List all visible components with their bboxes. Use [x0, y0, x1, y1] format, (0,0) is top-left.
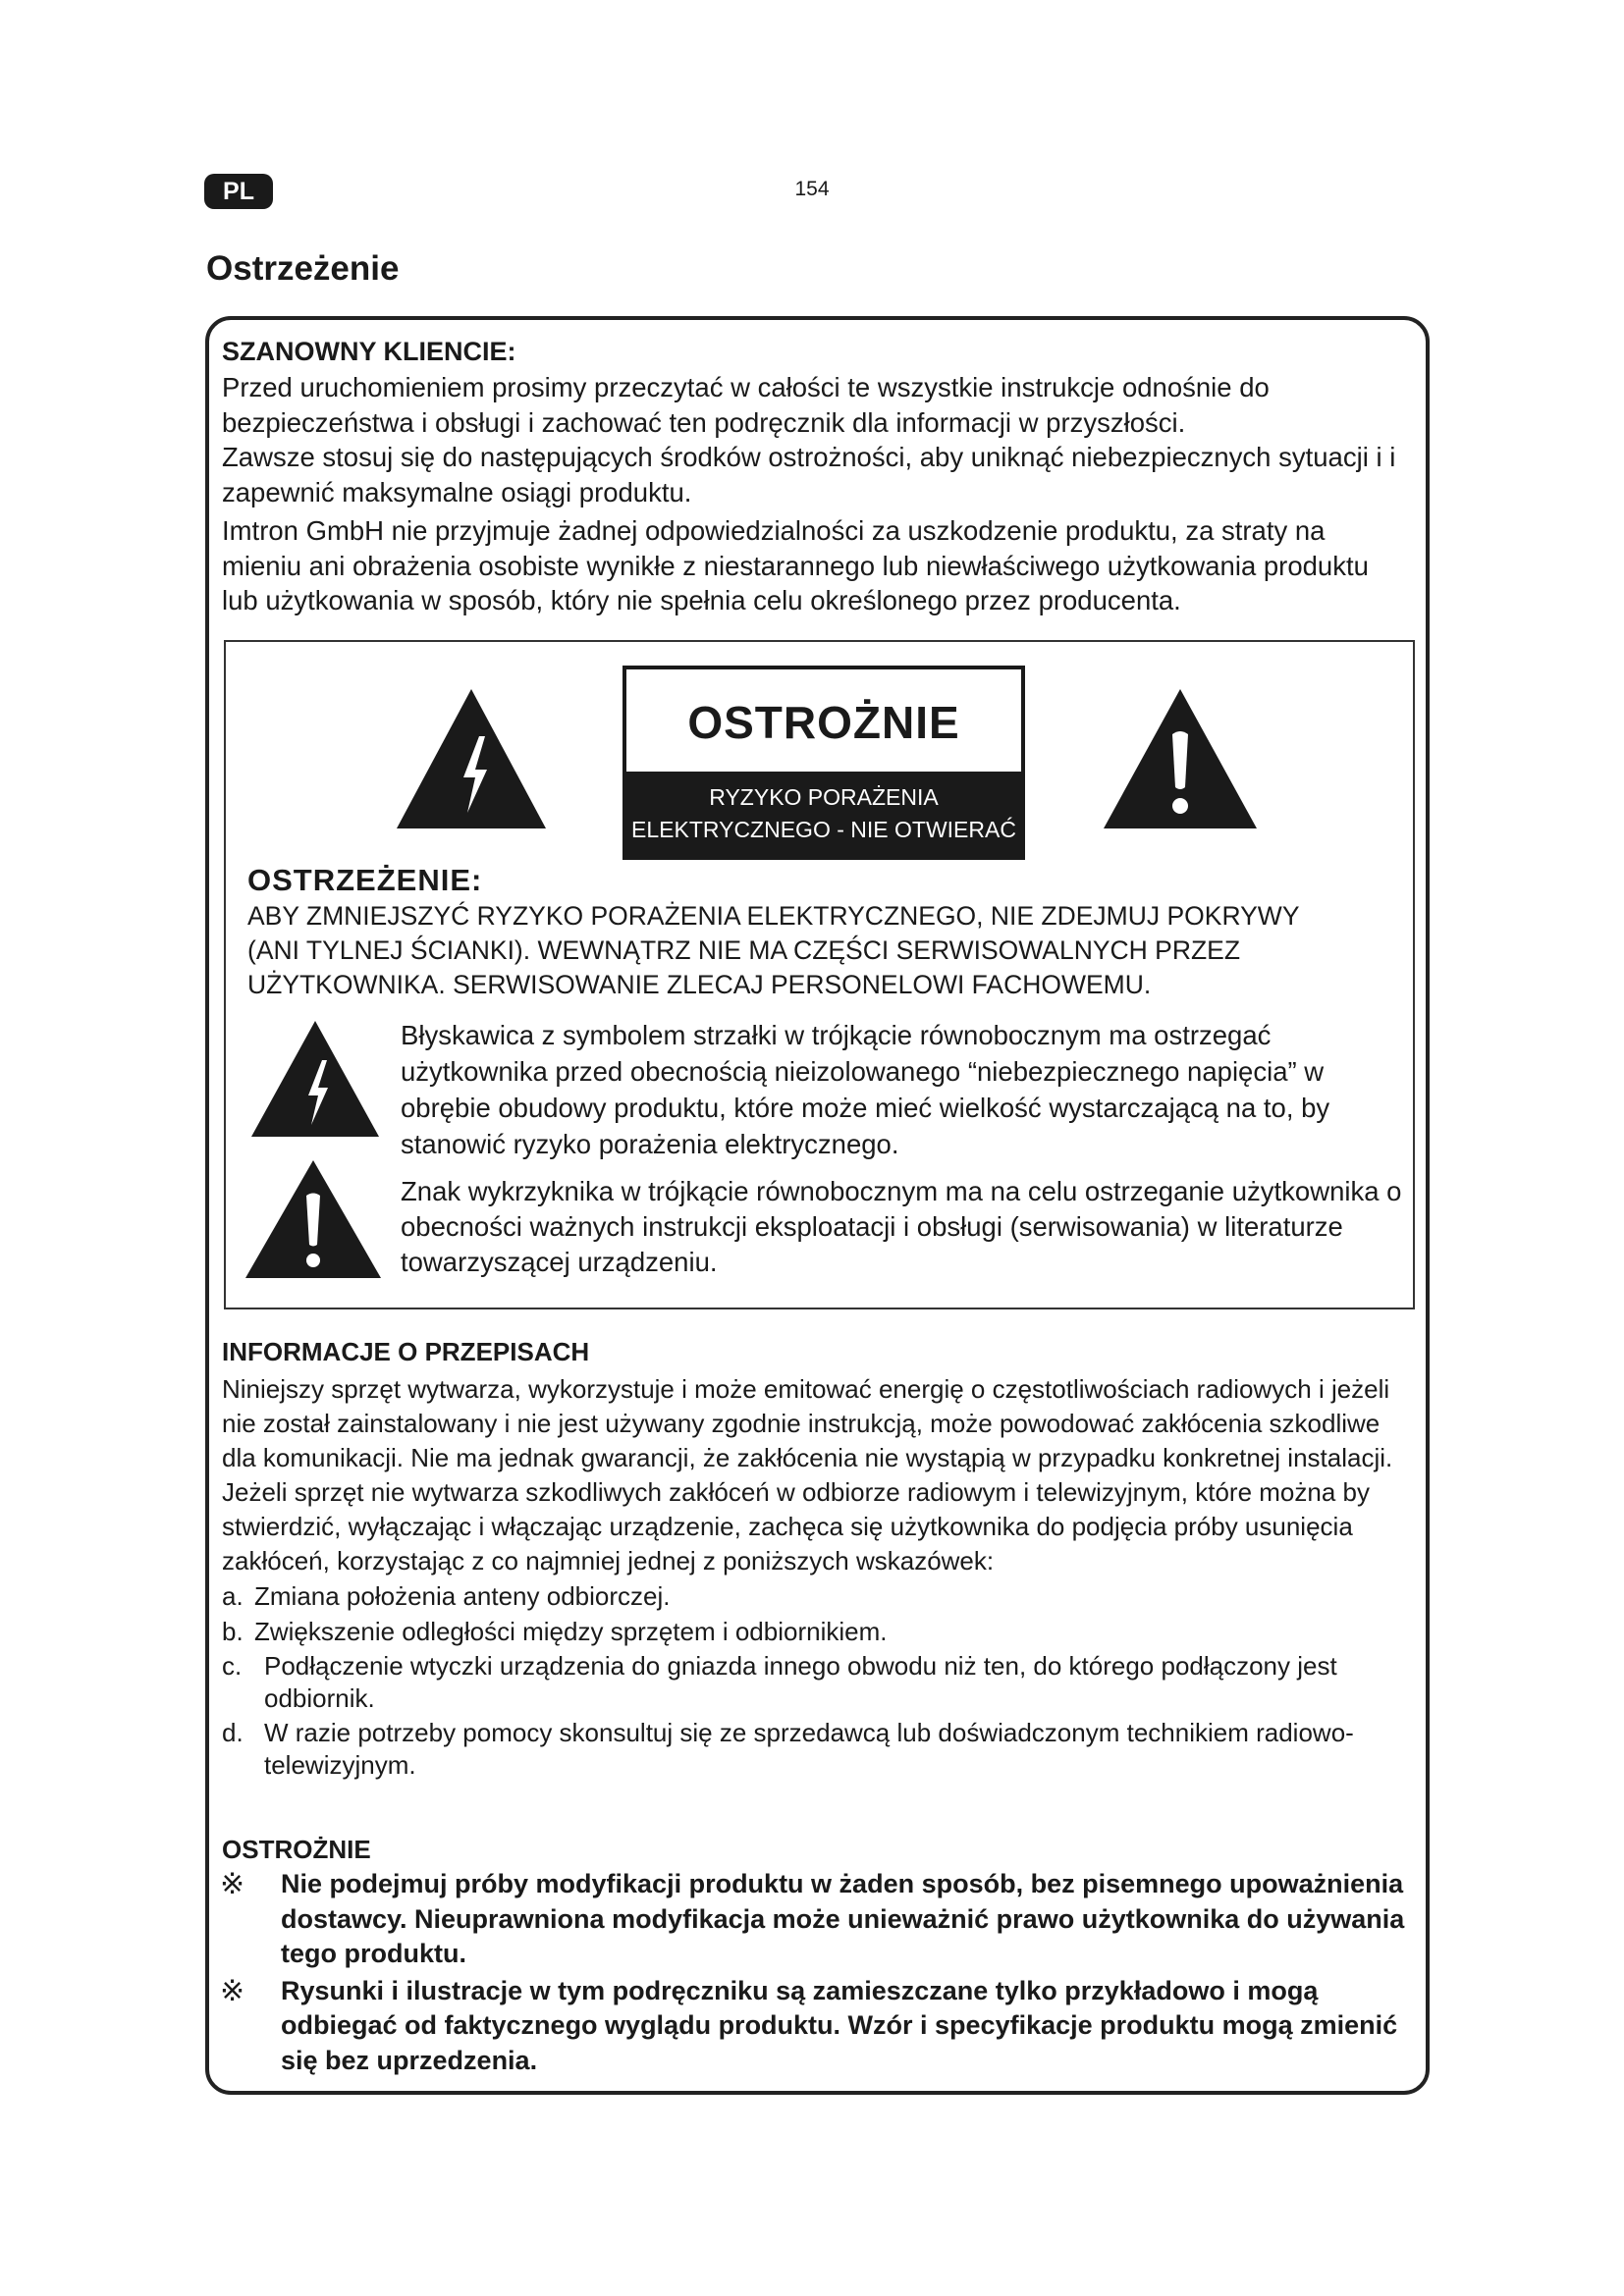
list-item: [222, 1650, 1405, 1715]
caution-label-line: RYZYKO PORAŻENIA: [709, 784, 939, 810]
list-marker: d.: [222, 1718, 244, 1747]
regulations-list: [222, 1579, 1405, 1782]
reference-mark-icon: ※: [220, 1974, 245, 2007]
exclamation-triangle-icon: [1102, 687, 1259, 830]
list-text: W razie potrzeby pomocy skonsultuj się ze sprzedawcą lub doświadczonym technikiem radiowo-telewizyjnym.: [264, 1718, 1354, 1780]
page-number: 154: [794, 178, 830, 200]
exclamation-explanation: Znak wykrzyknika w trójkącie równobocznym ma na celu ostrzeganie użytkownika o obecności ważnych instrukcji eksploatacji i obsługi (serwisowania) w literaturze towarzyszącej urządzeniu.: [401, 1176, 1402, 1277]
warning-text: ABY ZMNIEJSZYĆ RYZYKO PORAŻENIA ELEKTRYCZNEGO, NIE ZDEJMUJ POKRYWY (ANI TYLNEJ ŚCIANKI). WEWNĄTRZ NIE MA CZĘŚCI SERWISOWALNYCH PRZEZ UŻYTKOWNIKA. SERWISOWANIE ZLECAJ PERSONELOWI FACHOWEMU.: [247, 901, 1300, 999]
lightning-explanation: Błyskawica z symbolem strzałki w trójkącie równobocznym ma ostrzegać użytkownika przed obecnością nieizolowanego “niebezpiecznego napięcia” w obrębie obudowy produktu, które może mieć wielkość wystarczającą na to, by stanowić ryzyko porażenia elektrycznego.: [401, 1020, 1330, 1159]
page-title: Ostrzeżenie: [206, 249, 400, 288]
exclamation-symbol-icon: [244, 1158, 383, 1280]
list-item: [222, 1579, 1405, 1614]
list-text: Rysunki i ilustracje w tym podręczniku są zamieszczane tylko przykładowo i mogą odbiegać od faktycznego wyglądu produktu. Wzór i specyfikacje produktu mogą zmienić się bez uprzedzenia.: [281, 1975, 1398, 2075]
list-marker: a.: [222, 1581, 244, 1611]
caution-heading: OSTROŻNIE: [222, 1835, 371, 1864]
warning-heading: OSTRZEŻENIE:: [247, 863, 483, 897]
lightning-symbol-icon: [249, 1019, 381, 1139]
list-item: [222, 1615, 1405, 1649]
list-item: [220, 1974, 1413, 2079]
list-text: Podłączenie wtyczki urządzenia do gniazda innego obwodu niż ten, do którego podłączony jest odbiornik.: [264, 1651, 1337, 1713]
intro-paragraph: Imtron GmbH nie przyjmuje żadnej odpowiedzialności za uszkodzenie produktu, za straty na mieniu ani obrażenia osobiste wynikłe z niestarannego lub niewłaściwego użytkowania produktu lub użytkowania w sposób, który nie spełnia celu określonego przez producenta.: [222, 515, 1369, 615]
reference-mark-icon: ※: [220, 1868, 245, 1900]
caution-label-title: OSTROŻNIE: [687, 697, 960, 748]
caution-label-band: [626, 772, 1021, 856]
intro-text: [222, 370, 1412, 618]
language-badge: PL: [204, 174, 273, 209]
list-text: Zwiększenie odległości między sprzętem i odbiornikiem.: [254, 1617, 888, 1646]
caution-label-line: ELEKTRYCZNEGO - NIE OTWIERAĆ: [631, 817, 1016, 842]
list-item: [222, 1717, 1405, 1782]
caution-label: [623, 666, 1025, 860]
list-text: Nie podejmuj próby modyfikacji produktu w żaden sposób, bez pisemnego upoważnienia dostawcy. Nieuprawniona modyfikacja może unieważnić prawo użytkownika do używania tego produktu.: [281, 1869, 1405, 1968]
regulations-text: [222, 1372, 1405, 1578]
list-marker: b.: [222, 1617, 244, 1646]
intro-paragraph: Przed uruchomieniem prosimy przeczytać w całości te wszystkie instrukcje odnośnie do bezpieczeństwa i obsługi i zachować ten podręcznik dla informacji w przyszłości.: [222, 372, 1270, 438]
list-marker: c.: [222, 1651, 243, 1681]
lightning-triangle-icon: [395, 687, 548, 830]
list-text: Zmiana położenia anteny odbiorczej.: [254, 1581, 671, 1611]
intro-paragraph: Zawsze stosuj się do następujących środków ostrożności, aby uniknąć niebezpiecznych sytuacji i i zapewnić maksymalne osiągi produktu.: [222, 442, 1396, 507]
regulations-heading: INFORMACJE O PRZEPISACH: [222, 1337, 590, 1366]
list-item: [220, 1867, 1413, 1972]
intro-heading: SZANOWNY KLIENCIE:: [222, 337, 516, 366]
regulations-paragraph: Niniejszy sprzęt wytwarza, wykorzystuje i może emitować energię o częstotliwościach radiowych i jeżeli nie został zainstalowany i nie jest używany zgodnie instrukcją, może powodować zakłócenia szkodliwe dla komunikacji. Nie ma jednak gwarancji, że zakłócenia nie wystąpią w przypadku konkretnej instalacji. Jeżeli sprzęt nie wytwarza szkodliwych zakłóceń w odbiorze radiowym i telewizyjnym, które można by stwierdzić, wyłączając i włączając urządzenie, zachęca się użytkownika do podjęcia próby usunięcia zakłóceń, korzystając z co najmniej jednej z poniższych wskazówek:: [222, 1374, 1393, 1575]
caution-list: [220, 1867, 1413, 2078]
